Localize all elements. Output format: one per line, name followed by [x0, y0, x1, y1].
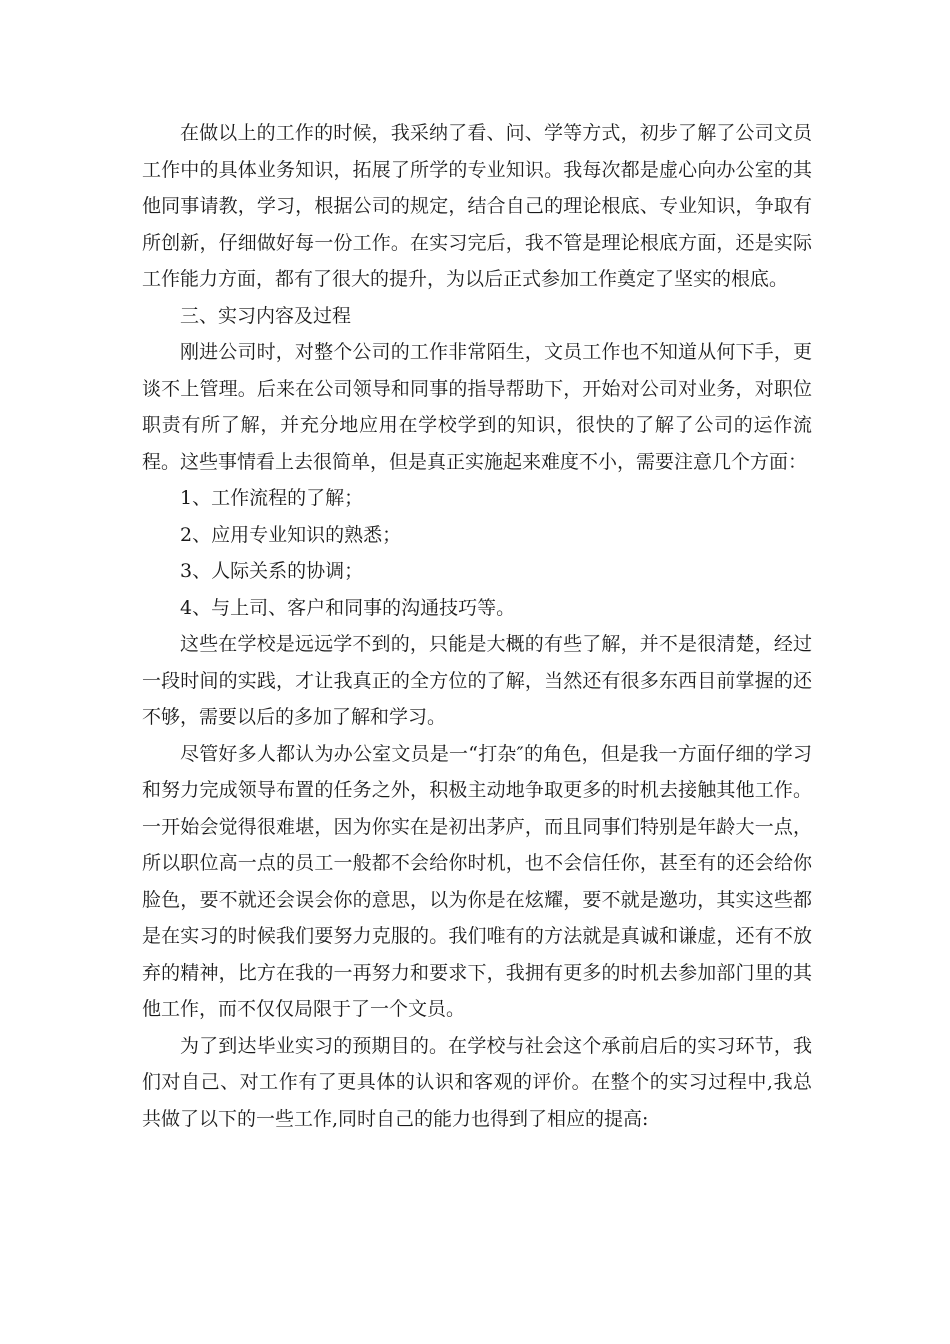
paragraph-work-method: 在做以上的工作的时候，我采纳了看、问、学等方式，初步了解了公司文员工作中的具体业务知识，拓展了所学的专业知识。我每次都是虚心向办公室的其他同事请教，学习，根据公司的规定，结合自己的理论根底、专业知识，争取有所创新，仔细做好每一份工作。在实习完后，我不管是理论根底方面，还是实际工作能力方面，都有了很大的提升，为以后正式参加工作奠定了坚实的根底。: [142, 122, 812, 290]
list-item-communication: 4、与上司、客户和同事的沟通技巧等。: [180, 596, 516, 619]
list-item-professional-knowledge: 2、应用专业知识的熟悉；: [180, 523, 402, 546]
paragraph-joining-company: 刚进公司时，对整个公司的工作非常陌生，文员工作也不知道从何下手，更谈不上管理。后来在公司领导和同事的指导帮助下，开始对公司对业务，对职位职责有所了解，并充分地应用在学校学到的知识，很快的了解了公司的运作流程。这些事情看上去很简单，但是真正实施起来难度不小，需要注意几个方面：: [142, 341, 812, 473]
paragraph-school-vs-practice: 这些在学校是远远学不到的，只能是大概的有些了解，并不是很清楚，经过一段时间的实践，才让我真正的全方位的了解，当然还有很多东西目前掌握的还不够，需要以后的多加了解和学习。: [142, 633, 812, 728]
paragraph-clerk-role: 尽管好多人都认为办公室文员是一“打杂″的角色，但是我一方面仔细的学习和努力完成领导布置的任务之外，积极主动地争取更多的时机去接触其他工作。一开始会觉得很难堪，因为你实在是初出茅庐，而且同事们特别是年龄大一点，所以职位高一点的员工一般都不会给你时机，也不会信任你，甚至有的还会给你脸色，要不就还会误会你的意思，以为你是在炫耀，要不就是邀功，其实这些都是在实习的时候我们要努力克服的。我们唯有的方法就是真诚和谦虚，还有不放弃的精神，比方在我的一再努力和要求下，我拥有更多的时机去参加部门里的其他工作，而不仅仅局限于了一个文员。: [142, 742, 812, 1020]
list-item-relationships: 3、人际关系的协调；: [180, 560, 364, 582]
list-item-workflow: 1、工作流程的了解；: [180, 487, 364, 509]
paragraph-internship-goal: 为了到达毕业实习的预期目的。在学校与社会这个承前启后的实习环节，我们对自己、对工作有了更具体的认识和客观的评价。在整个的实习过程中,我总共做了以下的一些工作,同时自己的能力也得到了相应的提高:: [142, 1034, 812, 1130]
document-body: [142, 115, 812, 1137]
section-heading-internship-content: 三、实习内容及过程: [180, 304, 352, 327]
